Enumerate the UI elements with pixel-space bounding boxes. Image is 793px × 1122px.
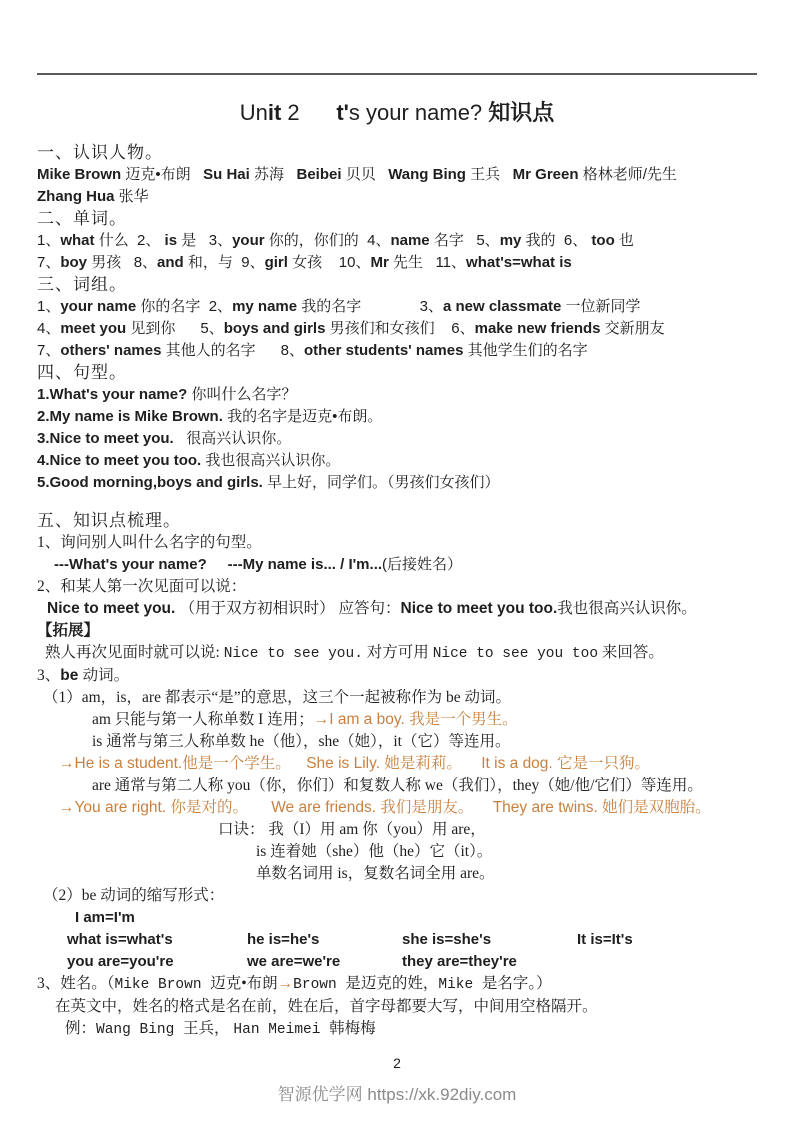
text-span: 知识点 xyxy=(488,100,555,125)
point-3-be-verb xyxy=(37,665,757,687)
section-5-heading xyxy=(37,510,757,532)
page-title xyxy=(37,98,757,128)
text-span: 你是对的。 xyxy=(170,799,248,816)
text-span: you are=you're xyxy=(67,953,174,970)
text-span: 动词。 xyxy=(82,667,130,684)
text-span: 女孩 10、 xyxy=(292,254,371,271)
text-span: what is=what's xyxy=(67,931,173,948)
text-span xyxy=(462,755,481,772)
text-span: She is Lily. xyxy=(306,755,385,772)
text-span: is xyxy=(164,232,182,249)
text-span: name xyxy=(390,232,434,249)
text-span: a new classmate xyxy=(442,298,566,315)
text-span: Nice to meet you. xyxy=(47,600,180,617)
text-span: Beibei xyxy=(296,166,346,183)
text-span: 王兵， xyxy=(183,1020,234,1037)
text-span: your name xyxy=(60,298,141,315)
mnemonic-line-3 xyxy=(37,863,757,885)
text-span: meet you xyxy=(60,320,131,337)
text-span: 五、知识点梳理。 xyxy=(37,511,181,530)
text-span: 贝贝 xyxy=(345,166,389,183)
text-span: 1、 xyxy=(37,298,61,315)
text-span: 3、姓名。（ xyxy=(37,975,115,992)
text-span: 熟人再次见面时就可以说: xyxy=(45,644,224,661)
text-span: 他是一个学生。 xyxy=(182,755,291,772)
text-span: Nice to see you too xyxy=(432,646,599,662)
text-span: others' names xyxy=(60,342,166,359)
text-span: 一位新同学 xyxy=(565,298,641,315)
text-span: It is=It's xyxy=(577,931,633,948)
text-span: Nice to meet you too. xyxy=(400,600,558,617)
text-span: 她是莉莉。 xyxy=(384,755,462,772)
text-span: （2）be 动词的缩写形式： xyxy=(43,887,225,904)
text-span: 也 xyxy=(618,232,634,249)
text-span: 格林老师/先生 xyxy=(582,166,677,183)
be-verb-rule-1 xyxy=(37,687,757,709)
text-span: Mr Green xyxy=(512,166,583,183)
text-span: 7、 xyxy=(37,342,61,359)
text-span: 你叫什么名字？ xyxy=(191,386,297,403)
text-span: → xyxy=(277,975,294,992)
text-span: 迈克•布朗 xyxy=(210,975,278,992)
text-span: 3.Nice to meet you. xyxy=(37,430,178,447)
abbrev-line-3 xyxy=(37,951,757,973)
text-span: we are=we're xyxy=(247,953,341,970)
text-span: 四、句型。 xyxy=(37,363,127,382)
surname-rule xyxy=(37,996,757,1018)
mnemonic-line-1 xyxy=(37,819,757,841)
text-span: girl xyxy=(264,254,293,271)
text-span: s your name? xyxy=(348,100,489,125)
text-span: what xyxy=(60,232,99,249)
mnemonic-line-2 xyxy=(37,841,757,863)
text-span: 和，与 9、 xyxy=(187,254,265,271)
phrases-line-3 xyxy=(37,340,757,362)
point-2 xyxy=(37,576,757,598)
section-2-heading xyxy=(37,208,757,230)
text-span: 早上好，同学们。（男孩们女孩们） xyxy=(267,474,500,491)
text-span: 4、 xyxy=(37,320,61,337)
spacer xyxy=(37,494,757,510)
text-span: 苏海 xyxy=(253,166,297,183)
text-span: 7、 xyxy=(37,254,61,271)
text-span: Zhang Hua xyxy=(37,188,119,205)
site-footer: 智源优学网 https://xk.92diy.com xyxy=(277,1085,517,1104)
text-span: 2、和某人第一次见面可以说： xyxy=(37,578,247,595)
text-span: →He is a student. xyxy=(59,755,183,772)
text-span: 1.What's your name? xyxy=(37,386,192,403)
be-are-rule xyxy=(37,775,757,797)
text-span: 先生 11、 xyxy=(392,254,467,271)
abbrev-line-1 xyxy=(37,907,757,929)
text-span: they are=they're xyxy=(402,953,517,970)
text-span: 王兵 xyxy=(470,166,513,183)
text-span: 男孩们和女孩们 6、 xyxy=(329,320,475,337)
text-span: 口诀： 我（I）用 am 你（you）用 are， xyxy=(218,821,486,838)
text-span: Su Hai xyxy=(203,166,254,183)
text-span: am 只能与第一人称单数 I 连用； xyxy=(92,711,314,728)
text-span: too xyxy=(591,232,619,249)
names-line-1 xyxy=(37,164,757,186)
text-span: Mike Brown xyxy=(37,166,126,183)
text-span: 我们是朋友。 xyxy=(380,799,474,816)
text-span: 韩梅梅 xyxy=(329,1020,376,1037)
sentence-3 xyxy=(37,428,757,450)
text-span xyxy=(473,799,492,816)
text-span: 5.Good morning,boys and girls. xyxy=(37,474,268,491)
point-1 xyxy=(37,532,757,554)
words-line-2 xyxy=(37,252,757,274)
be-is-rule xyxy=(37,731,757,753)
text-span: ---My name is... / I'm... xyxy=(227,556,383,573)
words-line-1 xyxy=(37,230,757,252)
phrases-line-2 xyxy=(37,318,757,340)
text-span: 1、询问别人叫什么名字的句型。 xyxy=(37,534,262,551)
doc-content xyxy=(37,142,757,1041)
text-span: 男孩 8、 xyxy=(91,254,158,271)
text-span xyxy=(248,799,271,816)
text-span: 我也很高兴认识你。 xyxy=(205,452,341,469)
text-span: other students' names xyxy=(303,342,468,359)
text-span: 我的 6、 xyxy=(525,232,592,249)
text-span: 她们是双胞胎。 xyxy=(602,799,711,816)
sentence-2 xyxy=(37,406,757,428)
text-span: make new friends xyxy=(474,320,605,337)
be-am-rule xyxy=(37,709,757,731)
text-span: Nice to see you. xyxy=(223,646,363,662)
text-span: We are friends. xyxy=(271,799,381,816)
text-span: 张华 xyxy=(118,188,149,205)
section-3-heading xyxy=(37,274,757,296)
text-span: 单数名词用 is，复数名词全用 are。 xyxy=(256,865,495,882)
text-span: 是 3、 xyxy=(181,232,233,249)
text-span: （用于双方初相识时） 应答句： xyxy=(179,600,401,617)
phrases-line-1 xyxy=(37,296,757,318)
text-span: Mr xyxy=(370,254,393,271)
section-4-heading xyxy=(37,362,757,384)
text-span: （1）am，is，are 都表示“是”的意思，这三个一起被称作为 be 动词。 xyxy=(43,689,511,706)
text-span: 二、单词。 xyxy=(37,209,127,228)
text-span: 我也很高兴认识你。 xyxy=(557,600,697,617)
text-span: 是名字。） xyxy=(481,975,552,992)
text-span: 什么 2、 xyxy=(98,232,165,249)
text-span: 交新朋友 xyxy=(604,320,665,337)
text-span: and xyxy=(157,254,188,271)
text-span: is 连着她（she）他（he）它（it）。 xyxy=(256,843,493,860)
page-number: 2 xyxy=(393,1055,401,1071)
text-span: 很高兴认识你。 xyxy=(177,430,292,447)
be-are-examples xyxy=(37,797,757,819)
text-span: Wang Bing xyxy=(96,1022,184,1038)
header-rule xyxy=(37,73,757,75)
text-span: 我的名字是迈克•布朗。 xyxy=(227,408,383,425)
text-span: she is=she's xyxy=(402,931,492,948)
text-span: are 通常与第二人称 you（你，你们）和复数人称 we（我们），they（她/他/它们）等连用。 xyxy=(92,777,703,794)
text-span: be xyxy=(60,667,83,684)
text-span: your xyxy=(232,232,269,249)
text-span: 1、 xyxy=(37,232,61,249)
expansion-label xyxy=(37,620,757,642)
text-span: 【拓展】 xyxy=(37,622,100,639)
text-span: Han Meimei xyxy=(233,1022,330,1038)
text-span: 4.Nice to meet you too. xyxy=(37,452,206,469)
section-1-heading xyxy=(37,142,757,164)
text-span: 3、 xyxy=(37,667,61,684)
sentence-4 xyxy=(37,450,757,472)
text-span: what's=what is xyxy=(466,254,572,271)
text-span: 其他学生们的名字 xyxy=(467,342,588,359)
text-span: 一、认识人物。 xyxy=(37,143,163,162)
text-span: my xyxy=(499,232,526,249)
text-span: 例： xyxy=(65,1020,97,1037)
text-span: (后接姓名） xyxy=(382,556,463,573)
be-verb-rule-2 xyxy=(37,885,757,907)
be-is-examples xyxy=(37,753,757,775)
text-span: 见到你 5、 xyxy=(130,320,224,337)
text-span: They are twins. xyxy=(492,799,603,816)
names-line-2 xyxy=(37,186,757,208)
text-span: t' xyxy=(336,100,349,125)
sentence-1 xyxy=(37,384,757,406)
text-span xyxy=(207,556,228,573)
text-span: 我是一个男生。 xyxy=(409,711,518,728)
text-span: is 通常与第三人称单数 he（他），she（她），it（它）等连用。 xyxy=(92,733,511,750)
text-span: 在英文中，姓名的格式是名在前，姓在后，首字母都要大写，中间用空格隔开。 xyxy=(55,998,598,1015)
text-span: boy xyxy=(60,254,92,271)
text-span: Mike xyxy=(438,977,482,993)
point-1-dialog xyxy=(37,554,757,576)
point-2-detail xyxy=(37,598,757,620)
text-span: boys and girls xyxy=(223,320,330,337)
text-span: 我的名字 3、 xyxy=(301,298,443,315)
sentence-5 xyxy=(37,472,757,494)
text-span: 2 xyxy=(281,100,337,125)
text-span: Mike Brown xyxy=(114,977,211,993)
text-span: it xyxy=(267,100,282,125)
text-span: 是迈克的姓， xyxy=(345,975,439,992)
text-span: 你的，你们的 4、 xyxy=(268,232,391,249)
point-3-surname xyxy=(37,973,757,996)
text-span: Un xyxy=(239,100,268,125)
text-span: →I am a boy. xyxy=(313,711,410,728)
text-span: 名字 5、 xyxy=(433,232,500,249)
text-span: Brown xyxy=(293,977,346,993)
text-span: It is a dog. xyxy=(481,755,558,772)
text-span: 它是一只狗。 xyxy=(557,755,651,772)
text-span: Wang Bing xyxy=(388,166,471,183)
text-span: 2.My name is Mike Brown. xyxy=(37,408,228,425)
text-span: 你的名字 2、 xyxy=(140,298,233,315)
text-span xyxy=(291,755,307,772)
text-span: 来回答。 xyxy=(598,644,664,661)
text-span: 迈克•布朗 xyxy=(125,166,204,183)
abbrev-line-2 xyxy=(37,929,757,951)
text-span: my name xyxy=(232,298,302,315)
text-span: 对方可用 xyxy=(362,644,433,661)
surname-examples xyxy=(37,1018,757,1041)
expansion-detail xyxy=(37,642,757,665)
text-span: ---What's your name? xyxy=(54,556,207,573)
text-span: 其他人的名字 8、 xyxy=(165,342,304,359)
text-span: →You are right. xyxy=(59,799,171,816)
text-span: 三、词组。 xyxy=(37,275,127,294)
text-span: he is=he's xyxy=(247,931,320,948)
text-span: I am=I'm xyxy=(75,909,135,926)
